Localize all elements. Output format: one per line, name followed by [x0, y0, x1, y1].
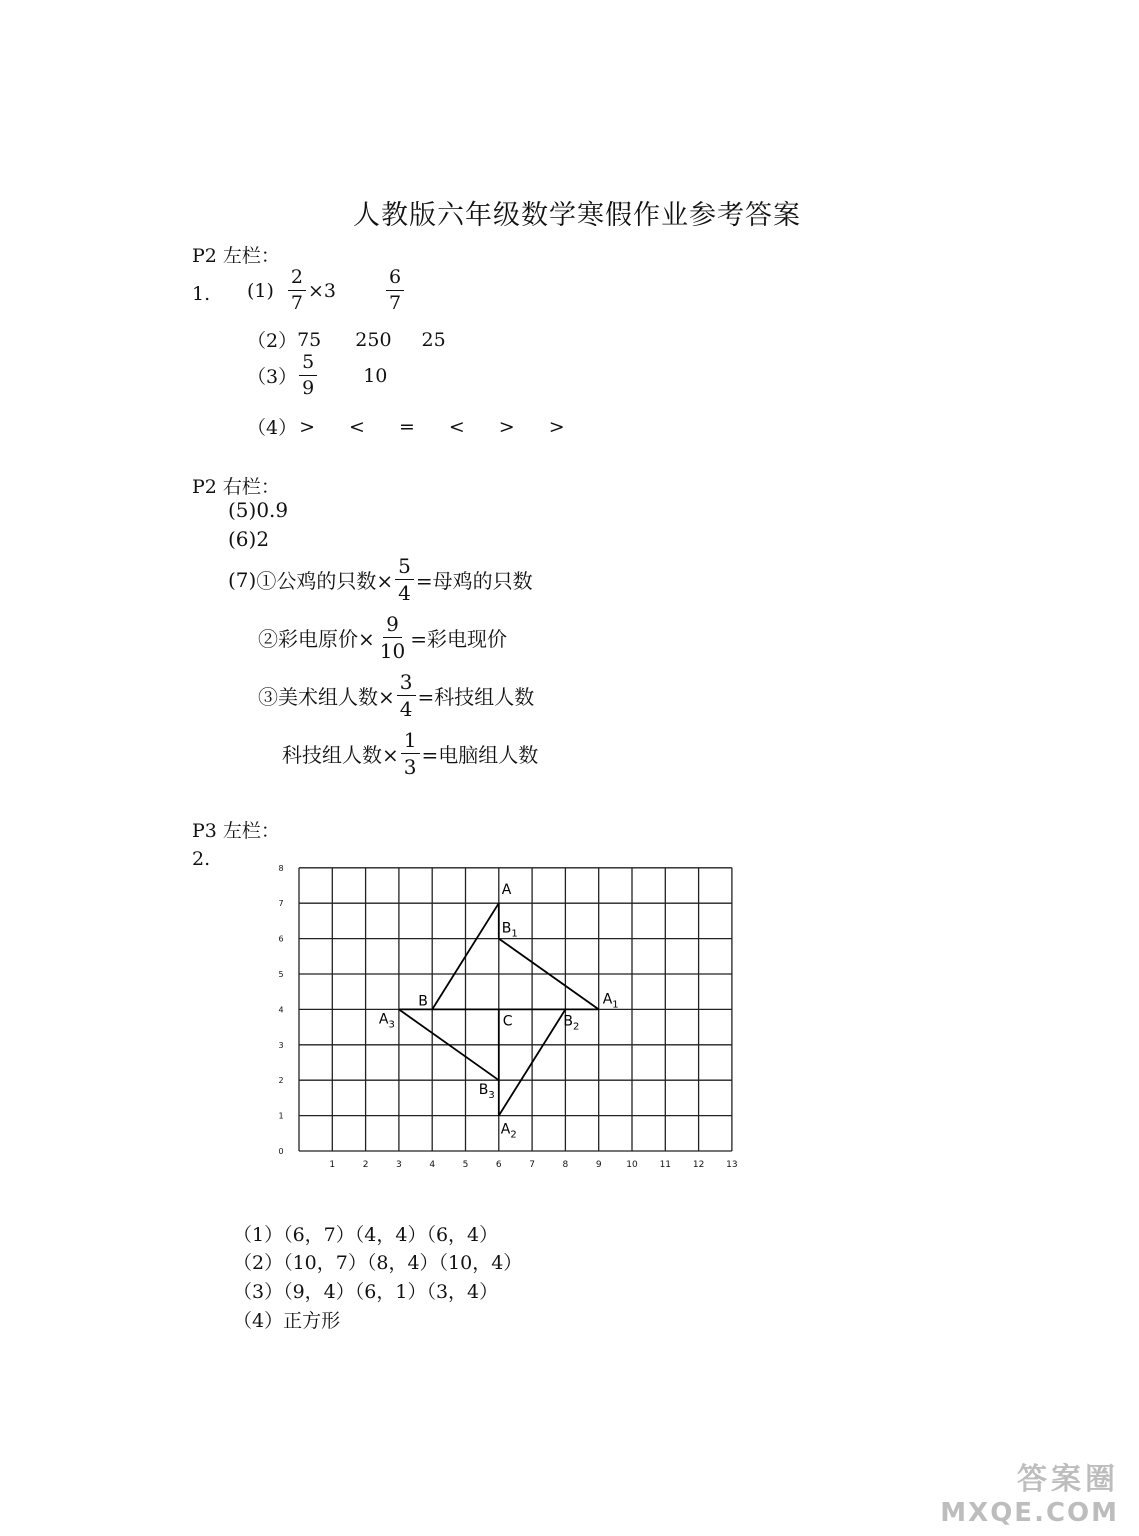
- answer-label: (1): [247, 279, 274, 302]
- point-label: $A_1$: [602, 991, 619, 1011]
- answer-5: (5)0.9: [228, 498, 289, 522]
- section-heading-p2-right: P2 右栏：: [192, 476, 280, 498]
- x-tick-label: 12: [692, 1160, 705, 1170]
- point-label: B: [418, 993, 428, 1010]
- section-heading-p3-left: P3 左栏：: [192, 820, 280, 842]
- y-tick-label: 4: [278, 1005, 284, 1015]
- fraction-denominator: 4: [399, 697, 413, 721]
- compare-symbol: =: [398, 415, 415, 438]
- fraction-denominator: 7: [290, 292, 304, 314]
- x-tick-label: 7: [529, 1160, 535, 1170]
- x-tick-label: 6: [495, 1160, 502, 1170]
- compare-symbol: >: [548, 415, 565, 438]
- answer-label: （4）: [247, 417, 298, 439]
- x-tick-label: 4: [429, 1160, 436, 1170]
- answer-2-4: （4）正方形: [233, 1310, 341, 1332]
- fraction-numerator: 3: [397, 672, 416, 696]
- y-tick-label: 7: [278, 899, 284, 909]
- answer-value: 25: [421, 328, 446, 351]
- fraction-numerator: 9: [383, 614, 402, 638]
- answer-2-2: （2）（10，7）（8，4）（10，4）: [233, 1252, 523, 1274]
- y-tick-label: 2: [278, 1076, 284, 1086]
- fraction: [397, 672, 416, 719]
- answer-label: （2）: [247, 330, 298, 352]
- answer-7-line-1: [228, 556, 533, 603]
- answer-1-2: [247, 326, 446, 353]
- expression-prefix: 科技组人数×: [282, 743, 399, 767]
- answer-label: (7): [228, 567, 257, 592]
- answer-value: 75: [297, 328, 322, 351]
- compare-symbol: >: [299, 415, 316, 438]
- point-label: $B_1$: [501, 920, 518, 940]
- x-tick-label: 11: [659, 1160, 672, 1170]
- expression-prefix: ③美术组人数×: [258, 685, 395, 709]
- fraction: [299, 353, 317, 398]
- x-tick-label: 2: [362, 1160, 369, 1170]
- x-tick-label: 8: [562, 1160, 569, 1170]
- fraction-numerator: 5: [395, 556, 414, 580]
- expression-prefix: ①公鸡的只数×: [256, 569, 394, 593]
- x-tick-label: 10: [626, 1160, 638, 1170]
- expression-suffix: =母鸡的只数: [415, 569, 533, 593]
- answer-value: 250: [355, 328, 392, 351]
- fraction: [401, 730, 420, 777]
- expression-prefix: ②彩电原价×: [258, 627, 375, 651]
- fraction: [386, 268, 404, 313]
- point-label: $A_2$: [500, 1121, 517, 1141]
- section-heading-p2-left: P2 左栏：: [192, 245, 280, 267]
- watermark-logo: 答案圈 MXQE.COM: [940, 1462, 1119, 1528]
- y-tick-label: 8: [278, 863, 284, 873]
- fraction-denominator: 3: [403, 755, 417, 779]
- y-tick-label: 5: [278, 970, 284, 979]
- page-title: 人教版六年级数学寒假作业参考答案: [353, 200, 801, 231]
- answer-2-1: （1）（6，7）（4，4）（6，4）: [233, 1224, 499, 1246]
- compare-symbol: <: [448, 415, 465, 438]
- answer-7-line-3: [258, 672, 534, 719]
- fraction: [377, 614, 408, 661]
- fraction-denominator: 7: [389, 292, 402, 314]
- point-label: $B_3$: [478, 1082, 495, 1102]
- x-tick-label: 5: [462, 1160, 469, 1170]
- answer-7-line-4: [282, 730, 538, 777]
- fraction-numerator: 5: [299, 353, 317, 376]
- fraction-numerator: 1: [401, 730, 420, 754]
- fraction-numerator: 2: [288, 268, 306, 291]
- expression-suffix: =电脑组人数: [421, 743, 539, 767]
- answer-1-1: [247, 268, 406, 313]
- question-number-2: 2.: [192, 848, 211, 870]
- answer-2-3: （3）（9，4）（6，1）（3，4）: [233, 1281, 499, 1303]
- x-tick-label: 13: [726, 1160, 738, 1170]
- x-tick-label: 3: [396, 1160, 402, 1170]
- y-tick-label: 0: [278, 1147, 284, 1156]
- coordinate-grid-figure: [268, 856, 748, 1176]
- fraction-denominator: 4: [398, 581, 411, 605]
- compare-symbol: >: [498, 415, 515, 438]
- compare-symbol: <: [349, 415, 365, 438]
- expression-suffix: =科技组人数: [417, 685, 535, 709]
- x-tick-label: 9: [595, 1160, 602, 1170]
- answer-6: (6)2: [228, 527, 270, 551]
- point-label: $A_3$: [378, 1011, 395, 1031]
- times-expression: ×3: [308, 279, 337, 302]
- point-label: A: [501, 882, 512, 899]
- expression-suffix: =彩电现价: [410, 627, 507, 651]
- answer-value: 10: [363, 364, 388, 387]
- answer-7-line-2: [258, 614, 507, 661]
- question-number-1: 1.: [192, 283, 211, 305]
- y-tick-label: 1: [278, 1111, 284, 1121]
- answer-1-3: [247, 353, 387, 398]
- fraction-denominator: 10: [379, 639, 406, 663]
- answer-1-4: [247, 413, 565, 440]
- fraction: [395, 556, 414, 603]
- answer-label: （3）: [247, 366, 298, 388]
- fraction-denominator: 9: [302, 377, 315, 399]
- point-label: C: [502, 1013, 513, 1030]
- fraction-numerator: 6: [386, 268, 404, 291]
- point-label: $B_2$: [563, 1013, 580, 1033]
- x-tick-label: 1: [329, 1160, 336, 1170]
- fraction: [288, 268, 306, 313]
- y-tick-label: 3: [278, 1040, 284, 1050]
- y-tick-label: 6: [278, 934, 284, 944]
